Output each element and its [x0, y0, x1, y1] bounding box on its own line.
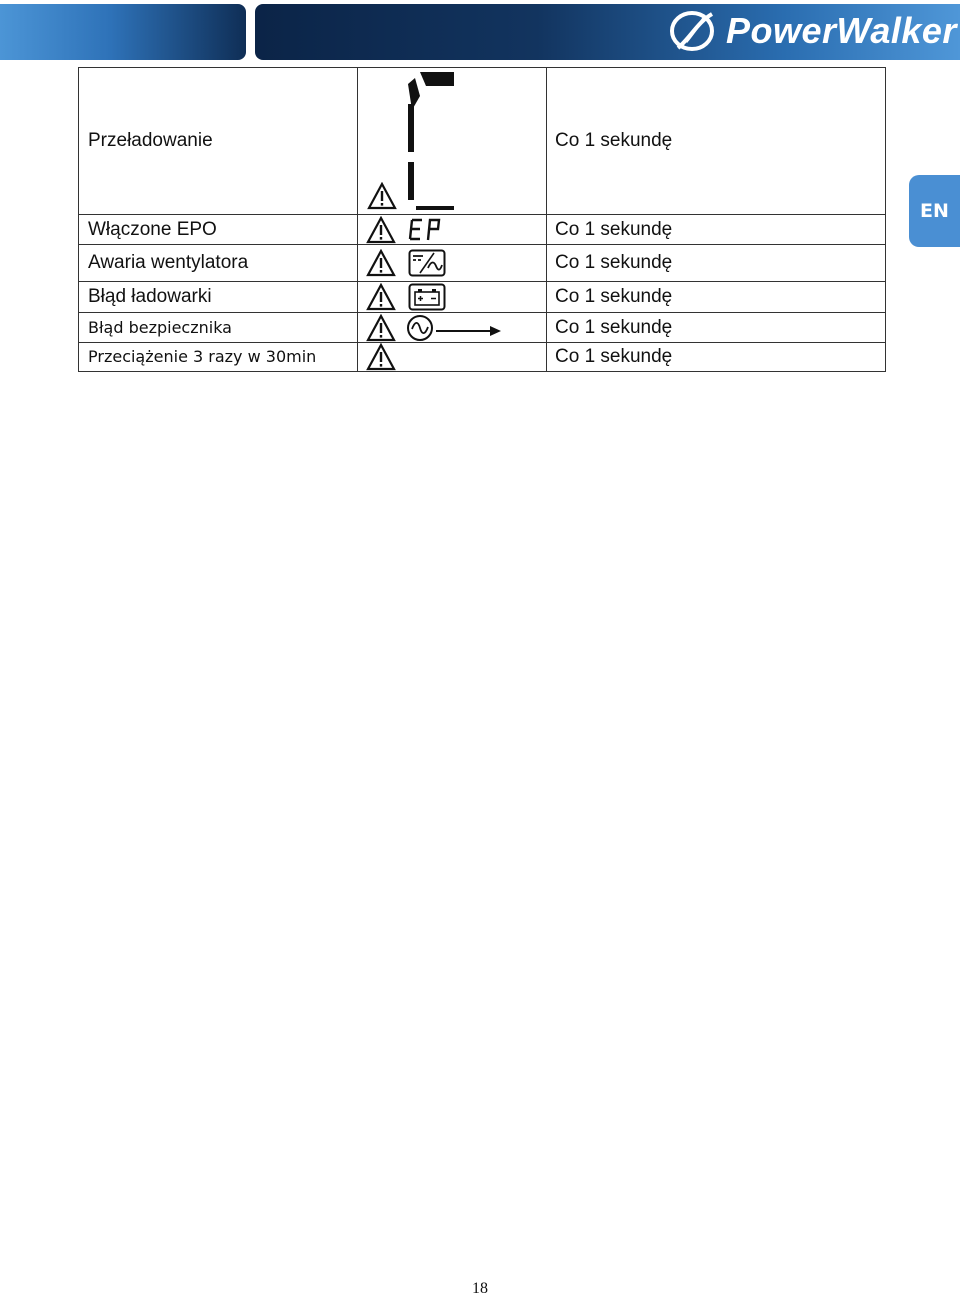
alarm-frequency: Co 1 sekundę: [547, 282, 886, 313]
alarm-name: Błąd ładowarki: [79, 282, 358, 313]
page-number: 18: [472, 1280, 488, 1297]
segment-display-icon: [406, 70, 456, 212]
inverter-icon: [408, 249, 446, 277]
alarm-frequency: Co 1 sekundę: [547, 215, 886, 245]
table-row: [79, 343, 886, 372]
warning-icon: [366, 249, 396, 277]
warning-icon: [366, 283, 396, 311]
alarm-name: Przeciążenie 3 razy w 30min: [79, 343, 358, 372]
alarm-frequency: Co 1 sekundę: [547, 343, 886, 372]
alarm-icons: [358, 68, 547, 215]
table-row: [79, 68, 886, 215]
alarm-icons: [358, 215, 547, 245]
warning-icon: [366, 343, 396, 371]
table-row: [79, 245, 886, 282]
arrow-right-icon: [436, 325, 502, 337]
warning-icon: [366, 314, 396, 342]
alarm-icons: [358, 282, 547, 313]
page-header: [0, 0, 960, 62]
alarm-name: Awaria wentylatora: [79, 245, 358, 282]
brand-swirl-icon: [668, 8, 720, 54]
alarm-frequency: Co 1 sekundę: [547, 68, 886, 215]
ep-display-icon: [408, 218, 442, 242]
battery-icon: [408, 283, 446, 311]
alarm-icons: [358, 313, 547, 343]
table-row: [79, 215, 886, 245]
alarm-icons: [358, 343, 547, 372]
warning-icon: [367, 182, 397, 210]
language-tab-en[interactable]: EN: [909, 175, 960, 247]
ac-input-icon: [406, 314, 434, 342]
alarm-icons: [358, 245, 547, 282]
alarm-frequency: Co 1 sekundę: [547, 245, 886, 282]
alarm-name: Błąd bezpiecznika: [79, 313, 358, 343]
warning-icon: [366, 216, 396, 244]
table-row: [79, 282, 886, 313]
alarm-name: Włączone EPO: [79, 215, 358, 245]
brand-name: PowerWalker: [726, 10, 957, 51]
header-band-left: [0, 4, 246, 60]
alarm-name: Przeładowanie: [79, 68, 358, 215]
alarm-frequency: Co 1 sekundę: [547, 313, 886, 343]
brand-logo: [668, 6, 960, 56]
alarm-table: [78, 67, 886, 372]
table-row: [79, 313, 886, 343]
